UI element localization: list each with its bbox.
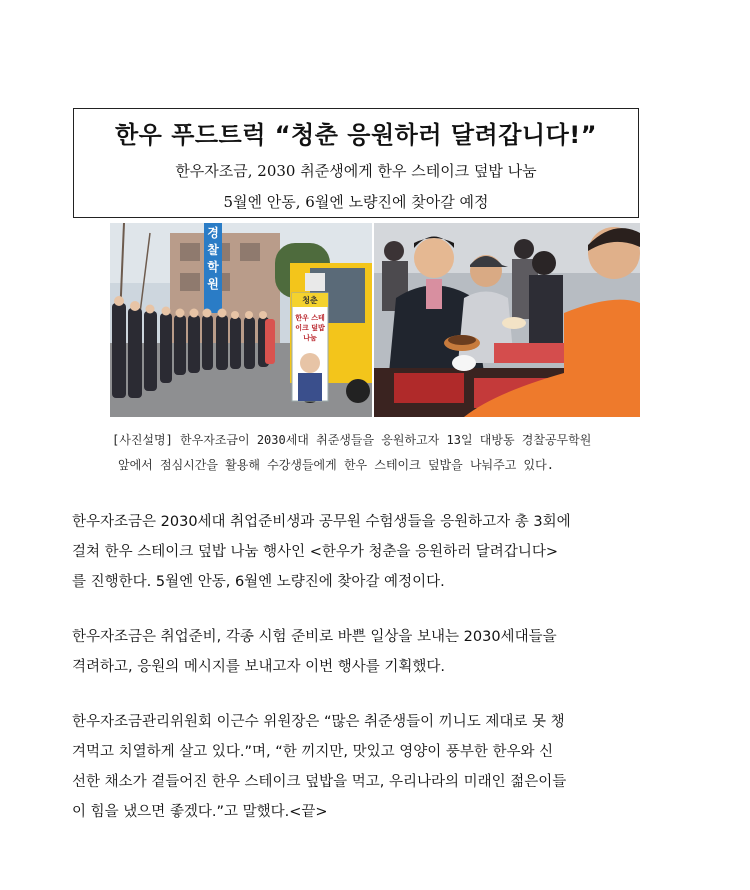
- headline-box: [73, 108, 639, 218]
- headline-title: 한우 푸드트럭 “청춘 응원하러 달려갑니다!”: [114, 121, 598, 149]
- standee-top-text: 청춘: [302, 296, 318, 305]
- body-paragraph-1-line: 한우자조금은 2030세대 취업준비생과 공무원 수험생들을 응원하고자 총 3회에: [72, 514, 571, 530]
- food-truck-photo: [110, 223, 372, 417]
- headline-subtitle-2: 5월엔 안동, 6월엔 노량진에 찾아갈 예정: [223, 193, 489, 211]
- banner-text: 경찰학원: [207, 226, 219, 291]
- body-paragraph-1-line: 를 진행한다. 5월엔 안동, 6월엔 노량진에 찾아갈 예정이다.: [72, 574, 445, 590]
- body-paragraph-2-line: 격려하고, 응원의 메시지를 보내고자 이번 행사를 기획했다.: [72, 659, 446, 675]
- food-truck-photo-image: [110, 223, 372, 417]
- photo-caption-line-1: [사진설명] 한우자조금이 2030세대 취준생들을 응원하고자 13일 대방동 경찰공무학원: [112, 433, 592, 447]
- body-paragraph-3: [72, 707, 692, 827]
- photo-caption-line-2: 앞에서 점심시간을 활용해 수강생들에게 한우 스테이크 덮밥을 나눠주고 있다.: [118, 458, 554, 472]
- body-paragraph-3-line: 겨먹고 치열하게 살고 있다.”며, “한 끼지만, 맛있고 영양이 풍부한 한우와 신: [72, 744, 554, 760]
- body-paragraph-2: [72, 622, 692, 682]
- body-paragraph-3-line: 선한 채소가 곁들어진 한우 스테이크 덮밥을 먹고, 우리나라의 미래인 젊은이들: [72, 774, 567, 790]
- body-paragraph-2-line: 한우자조금은 취업준비, 각종 시험 준비로 바쁜 일상을 보내는 2030세대들을: [72, 629, 557, 645]
- body-paragraph-1: [72, 507, 692, 597]
- body-paragraph-1-line: 걸쳐 한우 스테이크 덮밥 나눔 행사인 <한우가 청춘을 응원하러 달려갑니다>: [72, 544, 558, 560]
- body-paragraph-3-line: 이 힘을 냈으면 좋겠다.”고 말했다.<끝>: [72, 804, 328, 820]
- body-paragraph-3-line: 한우자조금관리위원회 이근수 위원장은 “많은 취준생들이 끼니도 제대로 못 챙: [72, 714, 565, 730]
- food-sharing-photo: [374, 223, 640, 417]
- food-sharing-photo-image: [374, 223, 640, 417]
- headline-subtitle-1: 한우자조금, 2030 취준생에게 한우 스테이크 덮밥 나눔: [175, 162, 537, 180]
- standee-text: 한우 스테이크 덮밥 나눔: [295, 314, 325, 342]
